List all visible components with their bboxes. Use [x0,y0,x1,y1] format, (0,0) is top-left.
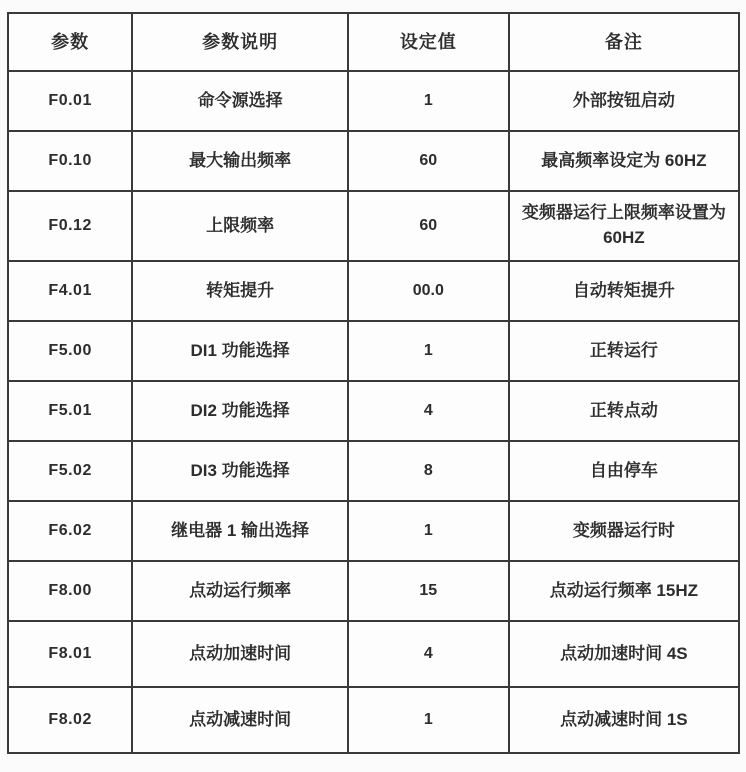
cell-param-description: 点动加速时间 [132,621,348,687]
cell-set-value: 1 [348,71,509,131]
table-body [8,71,739,753]
table-row [8,561,739,621]
table-row [8,381,739,441]
table-row [8,71,739,131]
cell-set-value: 8 [348,441,509,501]
cell-set-value: 60 [348,131,509,191]
cell-param-description: 继电器 1 输出选择 [132,501,348,561]
cell-param-code: F0.01 [8,71,132,131]
header-param: 参数 [8,13,132,71]
cell-param-description: DI2 功能选择 [132,381,348,441]
table-header [8,13,739,71]
cell-remark: 正转点动 [509,381,739,441]
cell-param-code: F8.02 [8,687,132,753]
cell-param-code: F5.00 [8,321,132,381]
cell-set-value: 15 [348,561,509,621]
header-desc: 参数说明 [132,13,348,71]
cell-param-code: F5.02 [8,441,132,501]
table-row [8,321,739,381]
cell-remark: 变频器运行时 [509,501,739,561]
cell-remark: 点动运行频率 15HZ [509,561,739,621]
cell-param-code: F0.12 [8,191,132,261]
cell-param-code: F5.01 [8,381,132,441]
cell-remark: 变频器运行上限频率设置为 60HZ [509,191,739,261]
cell-param-description: 上限频率 [132,191,348,261]
table-row [8,261,739,321]
cell-param-code: F6.02 [8,501,132,561]
cell-param-description: DI3 功能选择 [132,441,348,501]
cell-remark: 点动减速时间 1S [509,687,739,753]
cell-set-value: 4 [348,381,509,441]
table-row [8,501,739,561]
header-note: 备注 [509,13,739,71]
cell-param-description: DI1 功能选择 [132,321,348,381]
cell-set-value: 1 [348,501,509,561]
cell-param-description: 点动运行频率 [132,561,348,621]
table-row [8,687,739,753]
cell-param-code: F8.01 [8,621,132,687]
cell-set-value: 1 [348,687,509,753]
header-value: 设定值 [348,13,509,71]
cell-remark: 最高频率设定为 60HZ [509,131,739,191]
cell-remark: 点动加速时间 4S [509,621,739,687]
cell-remark: 自由停车 [509,441,739,501]
cell-remark: 自动转矩提升 [509,261,739,321]
cell-remark: 正转运行 [509,321,739,381]
cell-param-description: 最大输出频率 [132,131,348,191]
cell-set-value: 60 [348,191,509,261]
cell-param-description: 命令源选择 [132,71,348,131]
cell-param-code: F4.01 [8,261,132,321]
cell-param-description: 点动减速时间 [132,687,348,753]
cell-param-description: 转矩提升 [132,261,348,321]
cell-set-value: 00.0 [348,261,509,321]
header-row [8,13,739,71]
table-row [8,191,739,261]
cell-param-code: F0.10 [8,131,132,191]
cell-set-value: 4 [348,621,509,687]
cell-param-code: F8.00 [8,561,132,621]
parameter-table [7,12,740,754]
cell-remark: 外部按钮启动 [509,71,739,131]
table-row [8,131,739,191]
cell-set-value: 1 [348,321,509,381]
table-row [8,621,739,687]
table-row [8,441,739,501]
